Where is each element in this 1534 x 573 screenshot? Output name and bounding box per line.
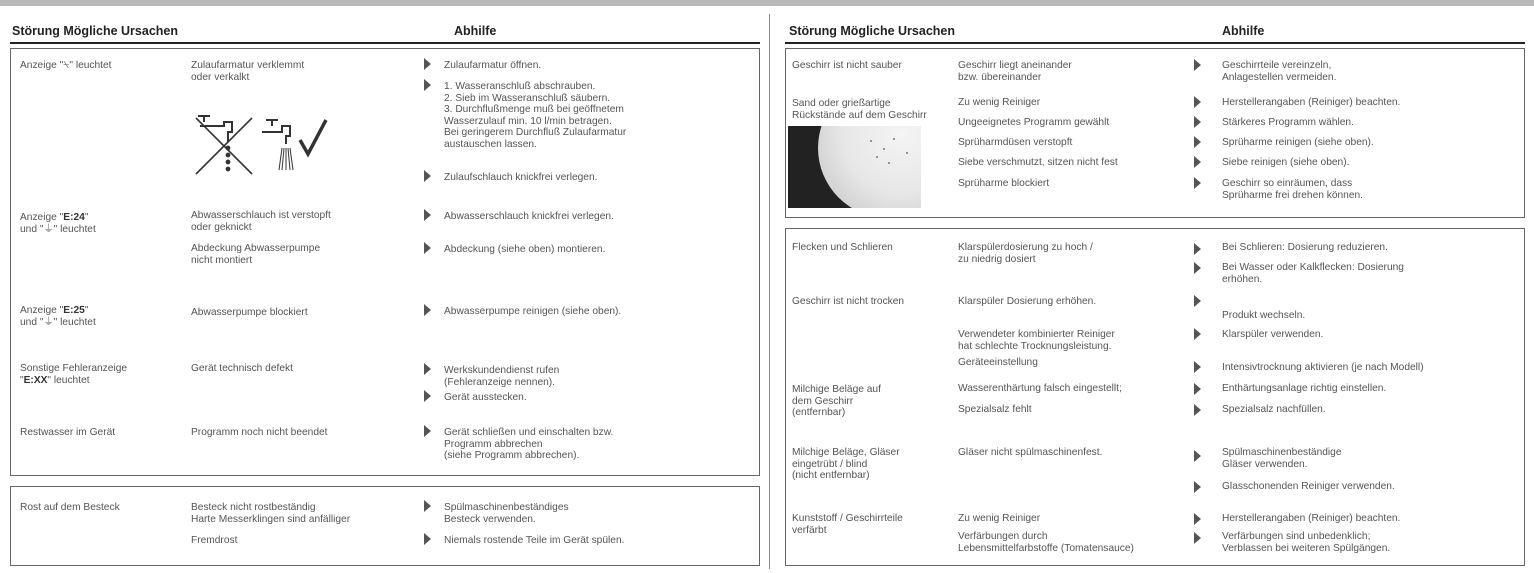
- fault-e24: Anzeige "E:24" und "⏚" leuchtet: [20, 212, 96, 235]
- remedy-clean-pump: Abwasserpumpe reinigen (siehe oben).: [444, 306, 622, 317]
- triangle-right-icon: [1194, 404, 1201, 416]
- fault-exx: Sonstige Fehleranzeige "E:XX" leuchtet: [20, 363, 128, 386]
- cause-foreign-rust: Fremdrost: [191, 535, 238, 546]
- triangle-right-icon: [1194, 96, 1201, 108]
- remedy-safe-glasses: Spülmaschinenbeständige Gläser verwenden.: [1222, 447, 1342, 470]
- fault-milky-removable: Milchige Beläge auf dem Geschirr (entfernbar): [792, 384, 881, 418]
- faucet-check-icon: [262, 120, 326, 170]
- cause-drain-hose: Abwasserschlauch ist verstopft oder geknickt: [191, 210, 331, 233]
- triangle-right-icon: [424, 425, 431, 437]
- faucet-illustration: [190, 112, 330, 182]
- triangle-right-icon: [424, 390, 431, 402]
- fault-plastic-discolored: Kunststoff / Geschirrteile verfärbt: [792, 513, 903, 536]
- fault-tap-indicator: Anzeige "⍀" leuchtet: [20, 60, 112, 71]
- triangle-right-icon: [1194, 513, 1201, 525]
- remedy-clean-spray-arms: Sprüharme reinigen (siehe oben).: [1222, 137, 1374, 148]
- cause-program-running: Programm noch nicht beendet: [191, 427, 328, 438]
- remedy-drain-hose: Abwasserschlauch knickfrei verlegen.: [444, 211, 614, 222]
- right-header-fault-cause: Störung Mögliche Ursachen: [789, 24, 955, 38]
- triangle-right-icon: [1194, 262, 1201, 274]
- fault-e25: Anzeige "E:25" und "⏚" leuchtet: [20, 305, 96, 328]
- fault-milky-permanent: Milchige Beläge, Gläser eingetrübt / blind (nicht entfernbar): [792, 447, 900, 481]
- remedy-load-dishes: Geschirr so einräumen, dass Sprüharme frei drehen können.: [1222, 178, 1364, 201]
- triangle-right-icon: [424, 500, 431, 512]
- cause-not-rustproof: Besteck nicht rostbeständig Harte Messerklingen sind anfälliger: [191, 502, 351, 525]
- triangle-right-icon: [1194, 361, 1201, 373]
- triangle-right-icon: [424, 242, 431, 254]
- left-table-main: [10, 48, 760, 476]
- remedy-inlet-hose: Zulaufschlauch knickfrei verlegen.: [444, 172, 598, 183]
- cause-wrong-program: Ungeeignetes Programm gewählt: [958, 117, 1110, 128]
- remedy-pump-cover: Abdeckung (siehe oben) montieren.: [444, 244, 606, 255]
- water-tap-icon: ⏚: [43, 316, 54, 328]
- triangle-right-icon: [1194, 59, 1201, 71]
- right-header-rule: [785, 42, 1525, 44]
- triangle-right-icon: [1194, 383, 1201, 395]
- triangle-right-icon: [424, 533, 431, 545]
- left-header-remedy: Abhilfe: [454, 24, 497, 38]
- cause-little-detergent-2: Zu wenig Reiniger: [958, 513, 1041, 524]
- triangle-right-icon: [1194, 156, 1201, 168]
- cause-nozzles-blocked: Sprüharmdüsen verstopft: [958, 137, 1073, 148]
- triangle-right-icon: [1194, 328, 1201, 340]
- dish-residue-photo: [788, 126, 921, 208]
- left-table-rust: [10, 486, 760, 566]
- cause-stacked: Geschirr liegt aneinander bzw. übereinander: [958, 60, 1072, 83]
- triangle-right-icon: [424, 363, 431, 375]
- remedy-intensive-drying: Intensivtrocknung aktivieren (je nach Modell): [1222, 362, 1424, 373]
- faucet-crossed-icon: [196, 116, 252, 174]
- remedy-unplug: Gerät ausstecken.: [444, 392, 527, 403]
- remedy-dishwasher-safe-cutlery: Spülmaschinenbeständiges Besteck verwenden.: [444, 502, 569, 525]
- remedy-detergent-instructions-2: Herstellerangaben (Reiniger) beachten.: [1222, 513, 1401, 524]
- cause-no-salt: Spezialsalz fehlt: [958, 404, 1032, 415]
- cause-rinse-dosage: Klarspülerdosierung zu hoch / zu niedrig dosiert: [958, 242, 1093, 265]
- remedy-call-service: Werkskundendienst rufen (Fehleranzeige nennen).: [444, 365, 560, 388]
- triangle-right-icon: [1194, 243, 1201, 255]
- fault-not-dry: Geschirr ist nicht trocken: [792, 296, 905, 307]
- cause-inlet-valve: Zulaufarmatur verklemmt oder verkalkt: [191, 60, 305, 83]
- remedy-increase-dosage: Bei Wasser oder Kalkflecken: Dosierung erhöhen.: [1222, 262, 1404, 285]
- left-header-rule: [10, 42, 760, 44]
- triangle-right-icon: [424, 79, 431, 91]
- triangle-right-icon: [1194, 532, 1201, 544]
- triangle-right-icon: [424, 170, 431, 182]
- triangle-right-icon: [1194, 177, 1201, 189]
- fault-sand-residue: Sand oder grießartige Rückstände auf dem Geschirr: [792, 98, 927, 121]
- fault-residual-water: Restwasser im Gerät: [20, 427, 116, 438]
- top-bar: [0, 0, 1534, 6]
- water-tap-icon: ⏚: [43, 223, 54, 235]
- remedy-inlet-steps: 1. Wasseranschluß abschrauben. 2. Sieb im Wasseranschluß säubern. 3. Durchflußmenge muß bei geöffnetem Wasserzulauf min. 10 l/min betragen. Bei geringerem Durchfluß Zulaufarmatur austauschen lassen.: [444, 81, 627, 150]
- triangle-right-icon: [1194, 116, 1201, 128]
- cause-pump-cover: Abdeckung Abwasserpumpe nicht montiert: [191, 243, 321, 266]
- cause-spray-arm-blocked: Sprüharme blockiert: [958, 178, 1050, 189]
- triangle-right-icon: [424, 304, 431, 316]
- triangle-right-icon: [1194, 136, 1201, 148]
- triangle-right-icon: [424, 58, 431, 70]
- cause-combi-detergent: Verwendeter kombinierter Reiniger hat schlechte Trocknungsleistung.: [958, 329, 1115, 352]
- remedy-refill-salt: Spezialsalz nachfüllen.: [1222, 404, 1326, 415]
- cause-little-detergent: Zu wenig Reiniger: [958, 97, 1041, 108]
- triangle-right-icon: [1194, 481, 1201, 493]
- cause-glasses-not-safe: Gläser nicht spülmaschinenfest.: [958, 447, 1103, 458]
- fault-spots-streaks: Flecken und Schlieren: [792, 242, 893, 253]
- remedy-separate-dishes: Geschirrteile vereinzeln, Anlagestellen vermeiden.: [1222, 60, 1337, 83]
- cause-food-colorants: Verfärbungen durch Lebensmittelfarbstoffe (Tomatensauce): [958, 531, 1134, 554]
- triangle-right-icon: [424, 209, 431, 221]
- column-divider: [769, 14, 770, 569]
- remedy-set-softener: Enthärtungsanlage richtig einstellen.: [1222, 383, 1387, 394]
- cause-pump-blocked: Abwasserpumpe blockiert: [191, 307, 308, 318]
- cause-increase-rinse-aid: Klarspüler Dosierung erhöhen.: [958, 296, 1097, 307]
- remedy-glass-care-detergent: Glasschonenden Reiniger verwenden.: [1222, 481, 1395, 492]
- remedy-harmless-fading: Verfärbungen sind unbedenklich; Verblassen bei weiteren Spülgängen.: [1222, 531, 1391, 554]
- remedy-detergent-instructions: Herstellerangaben (Reiniger) beachten.: [1222, 97, 1401, 108]
- fault-not-clean: Geschirr ist nicht sauber: [792, 60, 902, 71]
- left-header-fault-cause: Störung Mögliche Ursachen: [12, 24, 178, 38]
- fault-rust: Rost auf dem Besteck: [20, 502, 120, 513]
- remedy-stronger-program: Stärkeres Programm wählen.: [1222, 117, 1354, 128]
- remedy-no-rusting-parts: Niemals rostende Teile im Gerät spülen.: [444, 535, 625, 546]
- remedy-reduce-dosage: Bei Schlieren: Dosierung reduzieren.: [1222, 242, 1388, 253]
- remedy-use-rinse-aid: Klarspüler verwenden.: [1222, 329, 1324, 340]
- cause-device-setting: Geräteeinstellung: [958, 357, 1038, 368]
- cause-filters-dirty: Siebe verschmutzt, sitzen nicht fest: [958, 157, 1118, 168]
- cause-water-softening: Wasserenthärtung falsch eingestellt;: [958, 383, 1122, 394]
- triangle-right-icon: [1194, 295, 1201, 307]
- remedy-clean-filters: Siebe reinigen (siehe oben).: [1222, 157, 1350, 168]
- right-header-remedy: Abhilfe: [1222, 24, 1265, 38]
- triangle-right-icon: [1194, 450, 1201, 462]
- remedy-open-valve: Zulaufarmatur öffnen.: [444, 60, 542, 71]
- cause-technical-defect: Gerät technisch defekt: [191, 363, 293, 374]
- remedy-change-product: Produkt wechseln.: [1222, 310, 1306, 321]
- remedy-close-door: Gerät schließen und einschalten bzw. Programm abbrechen (siehe Programm abbrechen).: [444, 427, 614, 461]
